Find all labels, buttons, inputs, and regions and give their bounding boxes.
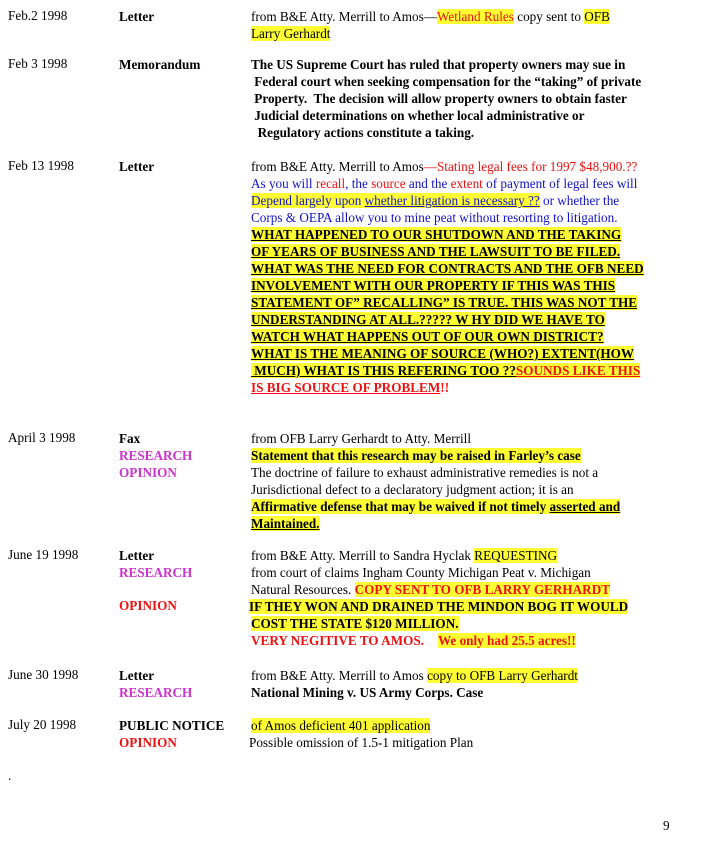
- research-tag: RESEARCH: [119, 565, 193, 580]
- research-tag: RESEARCH: [119, 685, 193, 700]
- entry-body: from B&E Atty. Merrill to Amos copy to OFB Larry Gerhardt National Mining v. US Army Corps. Case: [251, 668, 578, 700]
- entry-body: from OFB Larry Gerhardt to Atty. Merrill Statement that this research may be raised in Farley’s case The doctrine of failure to exhaust administrative remedies is not a Jurisdictional defect to a declaratory judgment action; it is an Affirmative defense that may be waived if not timely asserted and Maintained.: [251, 431, 621, 531]
- entry-date: Feb 3 1998: [8, 56, 68, 71]
- entry-date: July 20 1998: [8, 717, 77, 732]
- entry-body: from B&E Atty. Merrill to Amos—Wetland Rules copy sent to OFB Larry Gerhardt: [251, 9, 610, 41]
- opinion-tag: OPINION: [119, 465, 177, 480]
- entry-date: Feb 13 1998: [8, 158, 74, 173]
- entry-date: April 3 1998: [8, 430, 76, 445]
- entry-body: from B&E Atty. Merrill to Amos—Stating legal fees for 1997 $48,900.?? As you will recall, the source and the extent of payment of legal fees will Depend largely upon whether litigation is necessary ?? or whether the Corps & OEPA allow you to mine peat without resorting to litigation. WHAT HAPPENED TO OUR SHUTDOWN AND THE TAKING OF YEARS OF BUSINESS AND THE LAWSUIT TO BE FILED. WHAT WAS THE NEED FOR CONTRACTS AND THE OFB NEED INVOLVEMENT WITH OUR PROPERTY IF THIS WAS THIS STATEMENT OF” RECALLING” IS TRUE. THIS WAS NOT THE UNDERSTANDING AT ALL.????? W HY DID WE HAVE TO WATCH WHAT HAPPENS OUT OF OUR OWN DISTRICT? WHAT IS THE MEANING OF SOURCE (WHO?) EXTENT(HOW MUCH) WHAT IS THIS REFERING TOO ??SOUNDS LIKE THIS IS BIG SOURCE OF PROBLEM!!: [251, 159, 644, 395]
- entry-body: The US Supreme Court has ruled that property owners may sue in Federal court when seeking compensation for the “taking” of private Property. The decision will allow property owners to obtain faster Judicial determinations on whether local administrative or Regulatory actions constitute a taking.: [251, 57, 642, 140]
- entry-date: Feb.2 1998: [8, 8, 68, 23]
- entry-type: PUBLIC NOTICE OPINION: [119, 718, 225, 750]
- opinion-tag: OPINION: [119, 598, 177, 613]
- opinion-tag: OPINION: [119, 735, 177, 750]
- entry-type: Fax RESEARCH OPINION: [119, 431, 193, 480]
- entry-type: Letter RESEARCH OPINION: [119, 548, 193, 613]
- entry-type: Letter: [119, 9, 155, 24]
- entry-date: June 19 1998: [8, 547, 79, 562]
- research-tag: RESEARCH: [119, 448, 193, 463]
- entry-body: from B&E Atty. Merrill to Sandra Hyclak REQUESTING from court of claims Ingham County Michigan Peat v. Michigan Natural Resources. COPY SENT TO OFB LARRY GERHARDT IF THEY WON AND DRAINED THE MINDON BOG IT WOULD COST THE STATE $120 MILLION. VERY NEGITIVE TO AMOS. We only had 25.5 acres!!: [249, 548, 629, 648]
- stray-mark: .: [8, 768, 12, 783]
- entry-body: of Amos deficient 401 application Possible omission of 1.5-1 mitigation Plan: [249, 718, 474, 750]
- entry-date: June 30 1998: [8, 667, 79, 682]
- entry-type: Memorandum: [119, 57, 201, 72]
- entry-type: Letter RESEARCH: [119, 668, 193, 700]
- entry-type: Letter: [119, 159, 155, 174]
- page-number: 9: [663, 818, 670, 833]
